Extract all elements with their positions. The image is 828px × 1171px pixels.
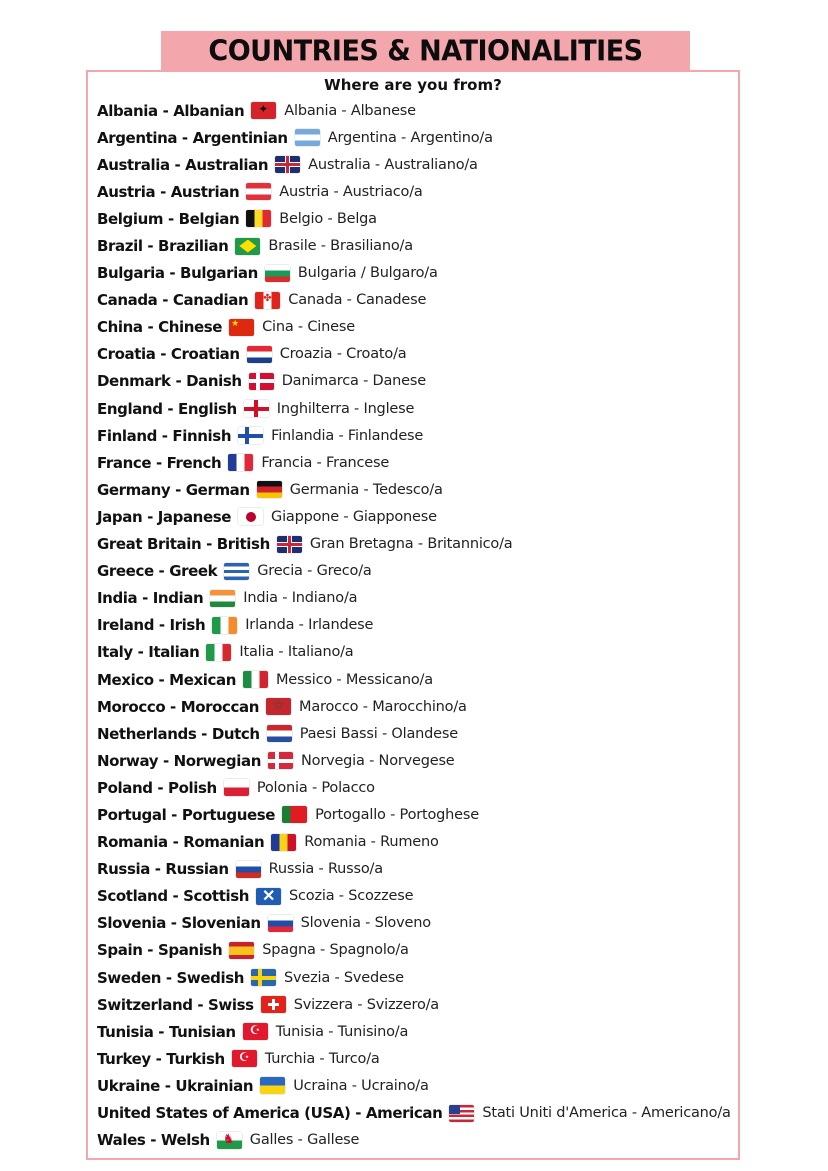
mexico-flag-icon <box>243 671 268 688</box>
list-item <box>97 368 731 395</box>
italian-label: Germania - Tedesco/a <box>289 481 443 498</box>
slovenia-flag-icon <box>268 915 293 932</box>
english-label: India - Indian <box>97 589 204 608</box>
italian-label: Paesi Bassi - Olandese <box>299 725 458 742</box>
uk-flag-icon <box>277 536 302 553</box>
english-label: Belgium - Belgian <box>97 209 240 228</box>
austria-flag-icon <box>246 183 271 200</box>
italian-label: Argentina - Argentino/a <box>327 129 493 146</box>
english-label: Bulgaria - Bulgarian <box>97 264 258 283</box>
norway-flag-icon <box>268 752 293 769</box>
english-label: Great Britain - British <box>97 535 270 554</box>
italian-label: Inghilterra - Inglese <box>276 400 415 417</box>
list-item <box>97 232 731 259</box>
list-item <box>97 774 731 801</box>
english-label: Scotland - Scottish <box>97 887 250 906</box>
english-label: Croatia - Croatian <box>97 345 240 364</box>
english-label: Sweden - Swedish <box>97 968 245 987</box>
english-label: Netherlands - Dutch <box>97 724 260 743</box>
english-label: Spain - Spanish <box>97 941 223 960</box>
list-item <box>97 287 731 314</box>
italian-label: Bulgaria / Bulgaro/a <box>297 265 438 282</box>
list-item <box>97 937 731 964</box>
english-label: Brazil - Brazilian <box>97 237 229 256</box>
english-label: Ukraine - Ukrainian <box>97 1076 254 1095</box>
english-label: Ireland - Irish <box>97 616 206 635</box>
india-flag-icon <box>210 590 235 607</box>
list-item <box>97 1099 731 1126</box>
list-item <box>97 910 731 937</box>
list-item <box>97 747 731 774</box>
netherlands-flag-icon <box>267 725 292 742</box>
bulgaria-flag-icon <box>265 265 290 282</box>
italian-label: Russia - Russo/a <box>268 861 383 878</box>
country-list <box>97 97 731 1154</box>
english-label: Portugal - Portuguese <box>97 805 276 824</box>
brazil-flag-icon <box>235 238 260 255</box>
france-flag-icon <box>228 454 253 471</box>
list-item <box>97 856 731 883</box>
portugal-flag-icon <box>282 806 307 823</box>
english-label: Italy - Italian <box>97 643 200 662</box>
english-label: Wales - Welsh <box>97 1131 210 1150</box>
sweden-flag-icon <box>251 969 276 986</box>
canada-flag-icon: ✤ <box>255 292 280 309</box>
italian-label: Croazia - Croato/a <box>279 346 407 363</box>
russia-flag-icon <box>236 861 261 878</box>
italian-label: Italia - Italiano/a <box>239 644 354 661</box>
english-label: United States of America (USA) - American <box>97 1104 443 1123</box>
italian-label: Cina - Cinese <box>262 319 355 336</box>
list-item <box>97 531 731 558</box>
list-item <box>97 1127 731 1154</box>
italian-label: Marocco - Marocchino/a <box>299 698 467 715</box>
list-item <box>97 205 731 232</box>
ireland-flag-icon <box>212 617 237 634</box>
italian-label: Australia - Australiano/a <box>308 156 478 173</box>
italian-label: Svizzera - Svizzero/a <box>293 996 439 1013</box>
list-item <box>97 720 731 747</box>
english-label: China - Chinese <box>97 318 223 337</box>
italian-label: Danimarca - Danese <box>281 373 426 390</box>
italian-label: Austria - Austriaco/a <box>279 183 423 200</box>
italian-label: Norvegia - Norvegese <box>301 752 455 769</box>
english-label: Turkey - Turkish <box>97 1049 225 1068</box>
list-item <box>97 1045 731 1072</box>
italian-label: Tunisia - Tunisino/a <box>275 1023 409 1040</box>
italian-label: India - Indiano/a <box>243 590 358 607</box>
usa-flag-icon <box>449 1105 474 1122</box>
australia-flag-icon <box>275 156 300 173</box>
albania-flag-icon: ✦ <box>251 102 276 119</box>
argentina-flag-icon <box>295 129 320 146</box>
english-label: Germany - German <box>97 480 250 499</box>
poland-flag-icon <box>224 779 249 796</box>
english-label: Tunisia - Tunisian <box>97 1022 236 1041</box>
english-label: France - French <box>97 453 222 472</box>
english-label: Greece - Greek <box>97 562 218 581</box>
english-label: Finland - Finnish <box>97 426 232 445</box>
greece-flag-icon <box>224 563 249 580</box>
italian-label: Belgio - Belga <box>279 210 377 227</box>
english-label: Switzerland - Swiss <box>97 995 254 1014</box>
list-item <box>97 693 731 720</box>
italian-label: Canada - Canadese <box>288 292 427 309</box>
italian-label: Grecia - Greco/a <box>257 563 372 580</box>
italian-label: Giappone - Giapponese <box>271 508 437 525</box>
italy-flag-icon <box>206 644 231 661</box>
list-item <box>97 1018 731 1045</box>
italian-label: Spagna - Spagnolo/a <box>262 942 409 959</box>
english-label: Mexico - Mexican <box>97 670 236 689</box>
italian-label: Francia - Francese <box>261 454 390 471</box>
england-flag-icon <box>244 400 269 417</box>
list-item <box>97 97 731 124</box>
spain-flag-icon <box>229 942 254 959</box>
italian-label: Romania - Rumeno <box>304 834 439 851</box>
germany-flag-icon <box>257 481 282 498</box>
list-item <box>97 883 731 910</box>
list-item <box>97 395 731 422</box>
scotland-flag-icon: ✕ <box>256 888 281 905</box>
tunisia-flag-icon: ☪ <box>243 1023 268 1040</box>
english-label: Denmark - Danish <box>97 372 242 391</box>
italian-label: Galles - Gallese <box>249 1132 360 1149</box>
list-item <box>97 666 731 693</box>
japan-flag-icon <box>238 508 263 525</box>
italian-label: Gran Bretagna - Britannico/a <box>309 536 513 553</box>
english-label: Australia - Australian <box>97 155 269 174</box>
turkey-flag-icon: ☪ <box>232 1050 257 1067</box>
italian-label: Irlanda - Irlandese <box>245 617 374 634</box>
italian-label: Ucraina - Ucraino/a <box>293 1077 429 1094</box>
romania-flag-icon <box>271 834 296 851</box>
list-item <box>97 260 731 287</box>
list-item <box>97 422 731 449</box>
italian-label: Svezia - Svedese <box>284 969 404 986</box>
content-frame <box>86 70 740 1160</box>
morocco-flag-icon: ☆ <box>266 698 291 715</box>
china-flag-icon: ★ <box>229 319 254 336</box>
ukraine-flag-icon <box>260 1077 285 1094</box>
english-label: Argentina - Argentinian <box>97 128 288 147</box>
english-label: Morocco - Moroccan <box>97 697 260 716</box>
list-item <box>97 449 731 476</box>
english-label: Japan - Japanese <box>97 507 232 526</box>
english-label: Romania - Romanian <box>97 833 265 852</box>
wales-flag-icon: ♞ <box>217 1132 242 1149</box>
list-item <box>97 829 731 856</box>
finland-flag-icon <box>238 427 263 444</box>
page-title: COUNTRIES & NATIONALITIES <box>208 34 643 68</box>
list-item <box>97 1072 731 1099</box>
switzerland-flag-icon <box>261 996 286 1013</box>
list-item <box>97 991 731 1018</box>
english-label: Austria - Austrian <box>97 182 240 201</box>
english-label: Russia - Russian <box>97 860 229 879</box>
list-item <box>97 124 731 151</box>
list-item <box>97 639 731 666</box>
italian-label: Messico - Messicano/a <box>276 671 433 688</box>
italian-label: Stati Uniti d'America - Americano/a <box>482 1105 731 1122</box>
list-item <box>97 612 731 639</box>
list-item <box>97 503 731 530</box>
english-label: Norway - Norwegian <box>97 751 261 770</box>
italian-label: Portogallo - Portoghese <box>315 806 479 823</box>
list-item <box>97 314 731 341</box>
english-label: Albania - Albanian <box>97 101 245 120</box>
denmark-flag-icon <box>249 373 274 390</box>
belgium-flag-icon <box>246 210 271 227</box>
list-item <box>97 801 731 828</box>
list-item <box>97 151 731 178</box>
list-item <box>97 178 731 205</box>
english-label: Poland - Polish <box>97 778 217 797</box>
italian-label: Albania - Albanese <box>284 102 416 119</box>
list-item <box>97 341 731 368</box>
italian-label: Polonia - Polacco <box>256 779 375 796</box>
italian-label: Turchia - Turco/a <box>264 1050 380 1067</box>
list-item <box>97 585 731 612</box>
english-label: England - English <box>97 399 237 418</box>
list-item <box>97 964 731 991</box>
italian-label: Slovenia - Sloveno <box>300 915 431 932</box>
english-label: Slovenia - Slovenian <box>97 914 261 933</box>
title-banner <box>161 31 690 71</box>
croatia-flag-icon <box>247 346 272 363</box>
list-item <box>97 476 731 503</box>
subtitle: Where are you from? <box>324 76 502 94</box>
list-item <box>97 558 731 585</box>
italian-label: Scozia - Scozzese <box>289 888 414 905</box>
english-label: Canada - Canadian <box>97 291 249 310</box>
italian-label: Finlandia - Finlandese <box>271 427 424 444</box>
italian-label: Brasile - Brasiliano/a <box>268 238 413 255</box>
